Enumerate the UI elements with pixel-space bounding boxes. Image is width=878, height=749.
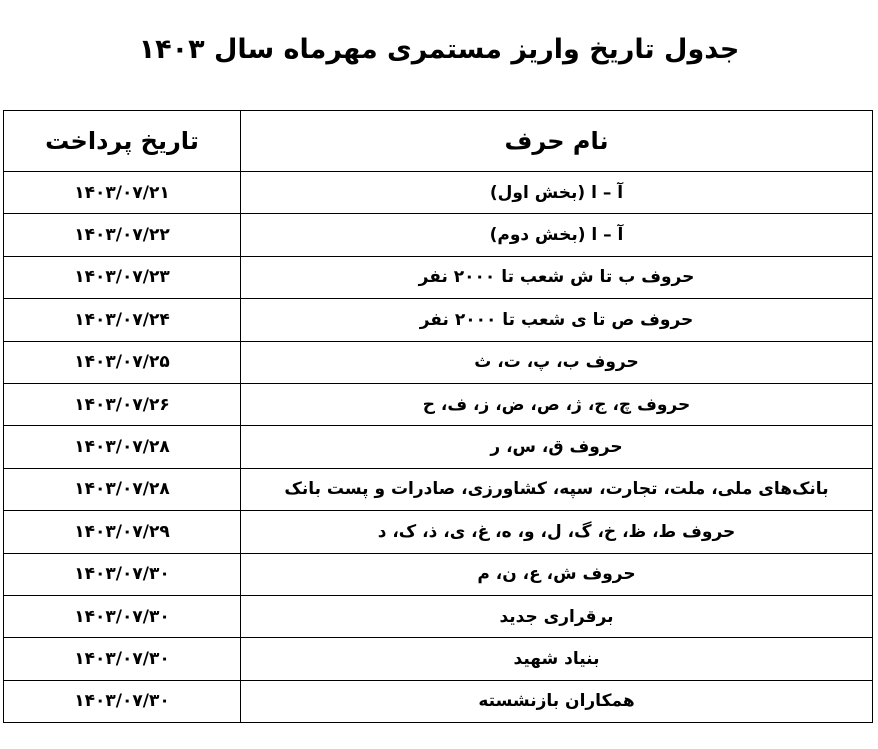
row-name: حروف ط، ظ، خ، گ، ل، و، ه، غ، ی، ذ، ک، د <box>241 511 873 553</box>
row-name: همکاران بازنشسته <box>241 680 873 722</box>
row-name: بنیاد شهید <box>241 638 873 680</box>
row-name: حروف ب، پ، ت، ث <box>241 341 873 383</box>
row-date: ۱۴۰۳/۰۷/۲۱ <box>4 172 241 214</box>
row-name: حروف چ، ج، ژ، ص، ض، ز، ف، ح <box>241 383 873 425</box>
row-date: ۱۴۰۳/۰۷/۲۲ <box>4 214 241 256</box>
page-title: جدول تاریخ واریز مستمری مهرماه سال ۱۴۰۳ <box>138 34 740 65</box>
table-row <box>4 468 873 510</box>
table-row <box>4 256 873 298</box>
table-row <box>4 299 873 341</box>
table-row <box>4 511 873 553</box>
row-name: بانک‌های ملی، ملت، تجارت، سپه، کشاورزی، صادرات و پست بانک <box>241 468 873 510</box>
table-row <box>4 426 873 468</box>
row-name: آ – ا (بخش اول) <box>241 172 873 214</box>
header-row <box>4 111 873 172</box>
row-date: ۱۴۰۳/۰۷/۲۳ <box>4 256 241 298</box>
row-date: ۱۴۰۳/۰۷/۲۹ <box>4 511 241 553</box>
table-row <box>4 214 873 256</box>
row-name: حروف ص تا ی شعب تا ۲۰۰۰ نفر <box>241 299 873 341</box>
table-row <box>4 595 873 637</box>
row-date: ۱۴۰۳/۰۷/۲۸ <box>4 426 241 468</box>
row-date: ۱۴۰۳/۰۷/۲۸ <box>4 468 241 510</box>
row-name: حروف ق، س، ر <box>241 426 873 468</box>
table-row <box>4 553 873 595</box>
row-date: ۱۴۰۳/۰۷/۲۶ <box>4 383 241 425</box>
table-row <box>4 383 873 425</box>
row-name: حروف ب تا ش شعب تا ۲۰۰۰ نفر <box>241 256 873 298</box>
row-name: آ – ا (بخش دوم) <box>241 214 873 256</box>
header-name: نام حرف <box>241 111 873 172</box>
row-name: حروف ش، ع، ن، م <box>241 553 873 595</box>
row-name: برقراری جدید <box>241 595 873 637</box>
row-date: ۱۴۰۳/۰۷/۳۰ <box>4 595 241 637</box>
table-row <box>4 341 873 383</box>
table-row <box>4 638 873 680</box>
payment-schedule-table <box>3 110 873 723</box>
header-date: تاریخ پرداخت <box>4 111 241 172</box>
row-date: ۱۴۰۳/۰۷/۳۰ <box>4 553 241 595</box>
row-date: ۱۴۰۳/۰۷/۲۴ <box>4 299 241 341</box>
row-date: ۱۴۰۳/۰۷/۲۵ <box>4 341 241 383</box>
row-date: ۱۴۰۳/۰۷/۳۰ <box>4 638 241 680</box>
table-row <box>4 172 873 214</box>
row-date: ۱۴۰۳/۰۷/۳۰ <box>4 680 241 722</box>
table-row <box>4 680 873 722</box>
